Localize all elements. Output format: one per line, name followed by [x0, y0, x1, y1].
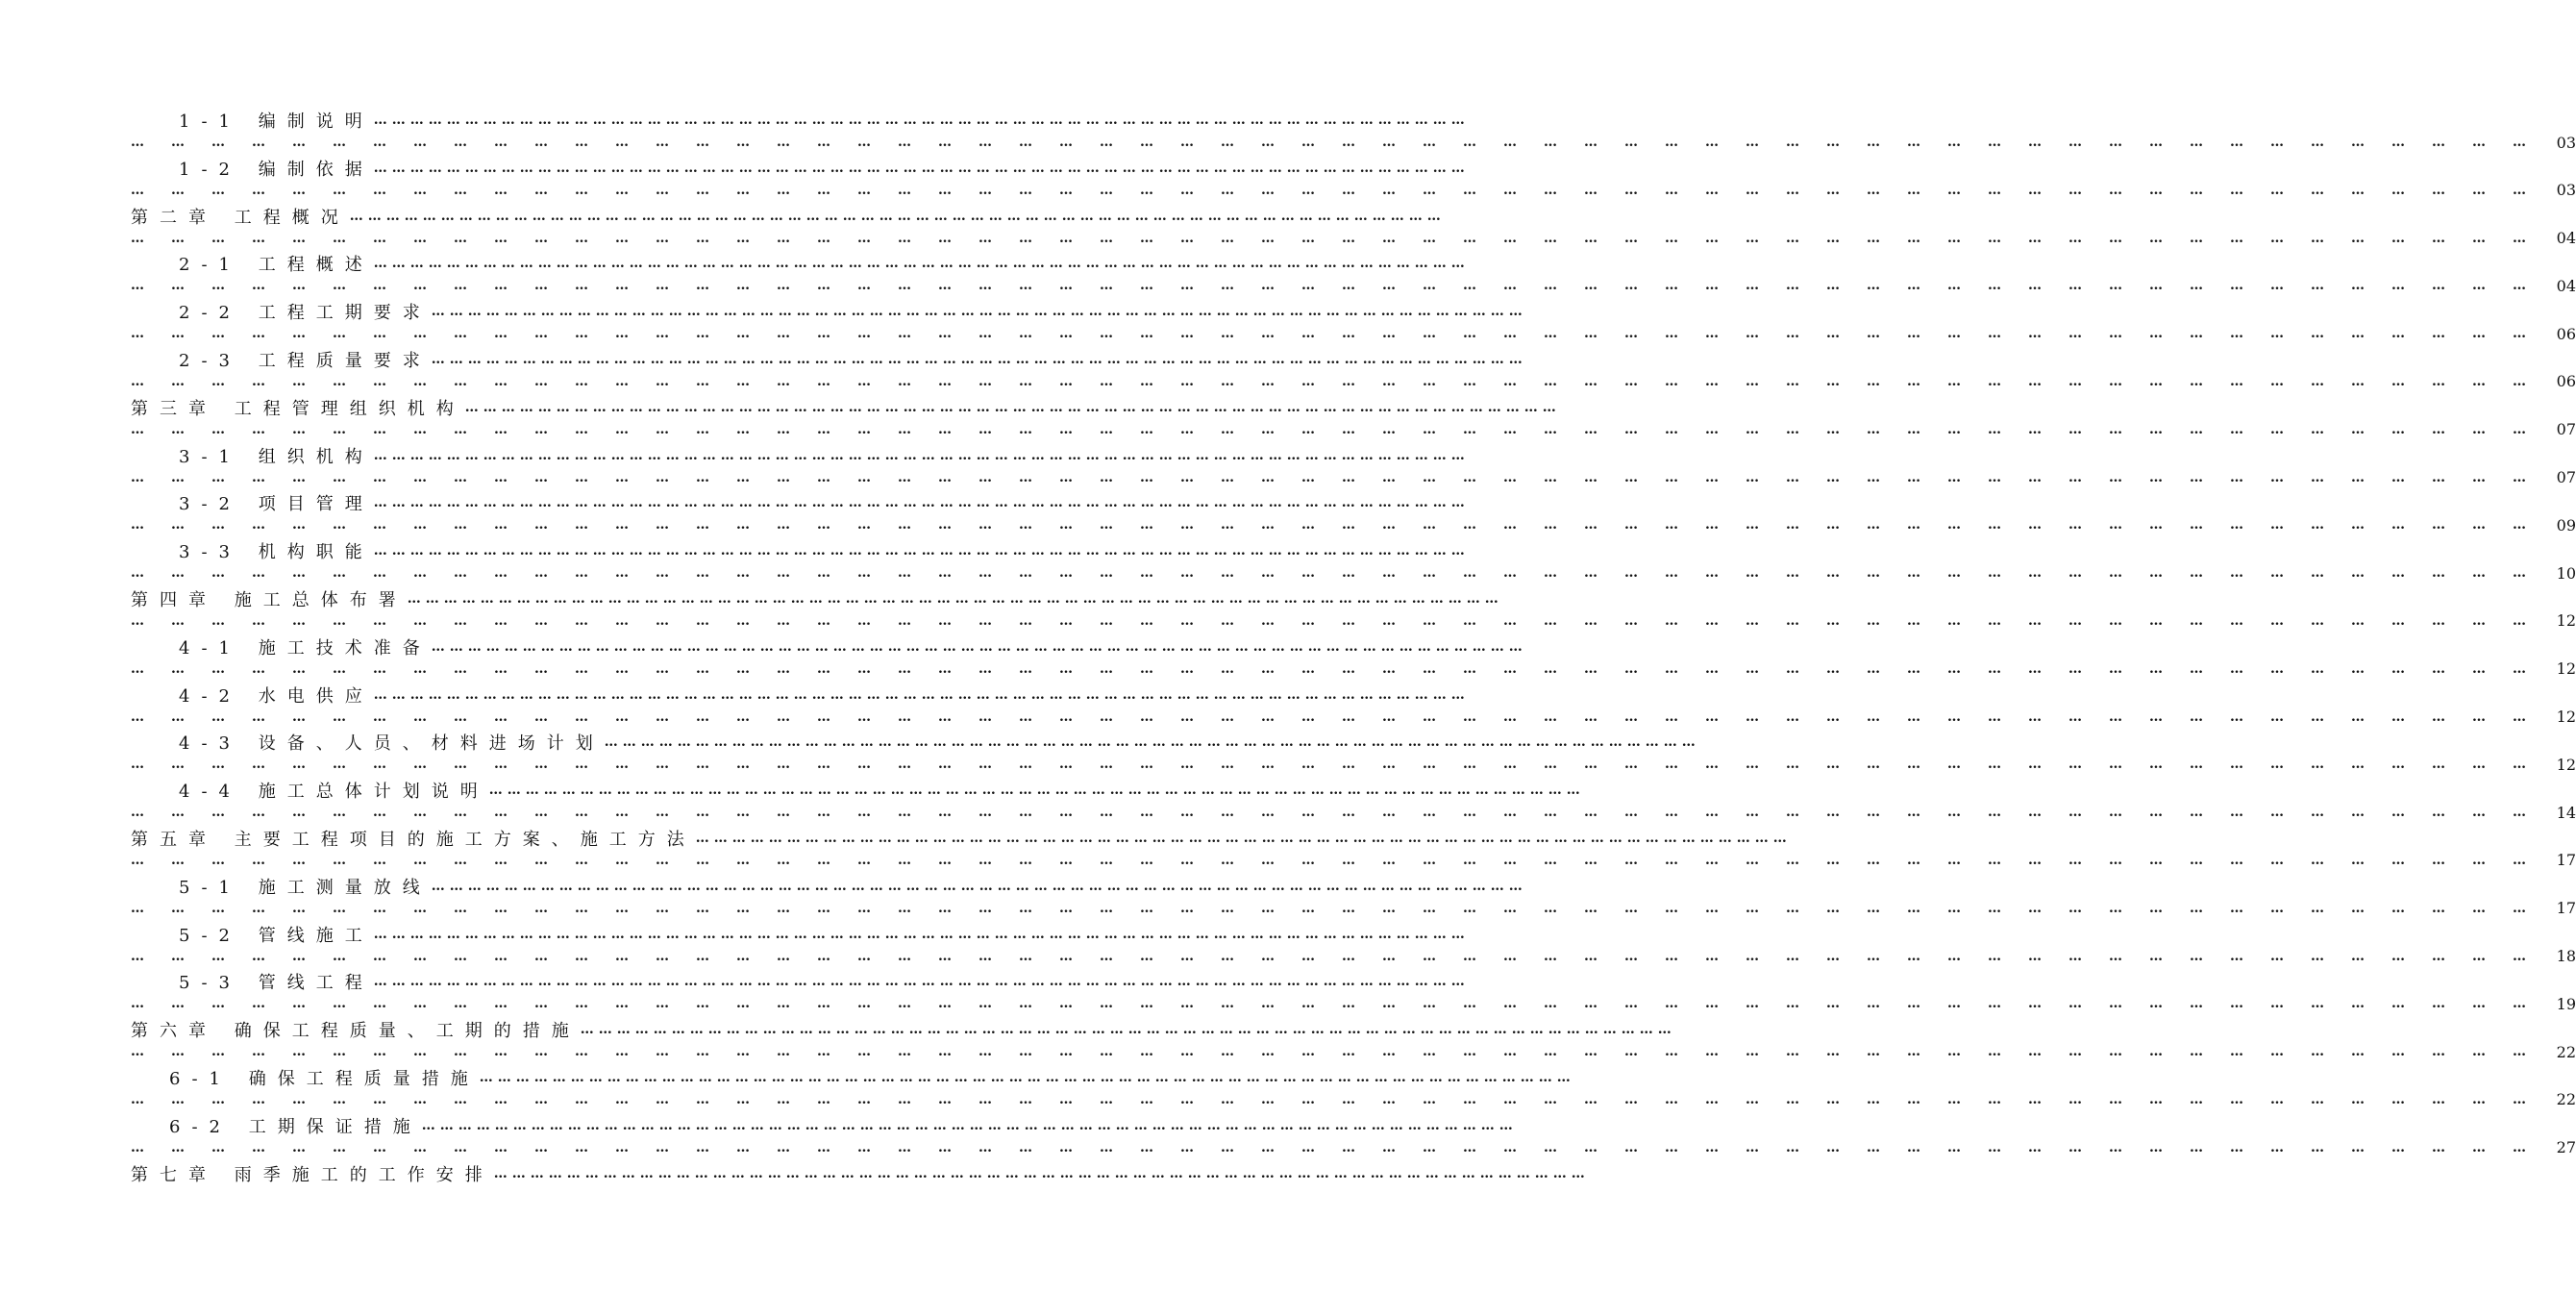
toc-dot-leader: ……………………………………………………………………………………………………………………………………………………………… [373, 447, 1470, 463]
toc-entry-page-line [131, 131, 2576, 154]
toc-dot-leader: ……………………………………………………………………………………………………………………………………………………………… [373, 256, 1470, 272]
toc-entry-title-line [131, 634, 1527, 659]
toc-entry-label: 6-1 确保工程质量措施 [169, 1068, 480, 1089]
toc-dot-leader: ……………………………………………………………………………………………………………………………………………………………… [464, 399, 1561, 415]
toc-dot-leader: ……………………………………………………………………………………………………………………………………………………………… [373, 160, 1470, 176]
toc-entry[interactable] [131, 249, 2576, 297]
toc-dot-leader: ……………………………………………………………………………………………………………………………………………………………… [131, 135, 2553, 150]
toc-page-number: 17 [2556, 899, 2576, 918]
table-of-contents [131, 106, 2576, 1206]
toc-dot-leader: ……………………………………………………………………………………………………………………………………………………………… [373, 926, 1470, 942]
toc-page-number: 04 [2556, 229, 2576, 248]
toc-dot-leader: ……………………………………………………………………………………………………………………………………………………………… [479, 1069, 1575, 1085]
toc-entry-label: 5-2 管线施工 [179, 925, 374, 946]
toc-entry-label: 第三章 工程管理组织机构 [131, 398, 465, 419]
toc-entry-title-line [131, 922, 1470, 947]
toc-entry-label: 2-3 工程质量要求 [179, 350, 432, 371]
toc-dot-leader: ……………………………………………………………………………………………………………………………………………………………… [431, 638, 1527, 655]
toc-dot-leader: ……………………………………………………………………………………………………………………………………………………………… [131, 900, 2553, 916]
toc-entry[interactable] [131, 633, 2576, 681]
toc-dot-leader: ……………………………………………………………………………………………………………………………………………………………… [131, 612, 2553, 629]
toc-entry-title-line [131, 1113, 1518, 1138]
toc-entry-title-line [131, 204, 1446, 229]
toc-entry[interactable] [131, 488, 2576, 536]
toc-entry-title-line [131, 490, 1470, 515]
toc-dot-leader: ……………………………………………………………………………………………………………………………………………………………… [131, 757, 2553, 773]
toc-dot-leader: ……………………………………………………………………………………………………………………………………………………………… [131, 326, 2553, 342]
toc-dot-leader: ……………………………………………………………………………………………………………………………………………………………… [431, 351, 1527, 367]
toc-page-number: 03 [2556, 133, 2576, 152]
toc-entry[interactable] [131, 297, 2576, 345]
toc-dot-leader: ……………………………………………………………………………………………………………………………………………………………… [373, 112, 1470, 128]
toc-dot-leader: ……………………………………………………………………………………………………………………………………………………………… [131, 1044, 2553, 1060]
toc-page-number: 04 [2556, 276, 2576, 295]
toc-entry[interactable] [131, 824, 2576, 872]
toc-entry-title-line [131, 538, 1470, 563]
toc-entry[interactable] [131, 584, 2576, 633]
toc-entry-label: 第二章 工程概况 [131, 207, 350, 228]
toc-entry-page-line [131, 658, 2576, 681]
toc-entry[interactable] [131, 154, 2576, 202]
toc-dot-leader: ……………………………………………………………………………………………………………………………………………………………… [373, 543, 1470, 559]
toc-entry-title-line [131, 251, 1470, 276]
toc-page-number: 22 [2556, 1042, 2576, 1061]
toc-entry[interactable] [131, 441, 2576, 489]
toc-dot-leader: ……………………………………………………………………………………………………………………………………………………………… [131, 517, 2553, 534]
toc-dot-leader: ……………………………………………………………………………………………………………………………………………………………… [131, 230, 2553, 246]
toc-entry-label: 5-3 管线工程 [179, 973, 374, 994]
toc-dot-leader: ……………………………………………………………………………………………………………………………………………………………… [580, 1022, 1676, 1038]
toc-entry[interactable] [131, 1063, 2576, 1111]
toc-entry[interactable] [131, 1015, 2576, 1063]
toc-page-number: 06 [2556, 372, 2576, 391]
toc-dot-leader: ……………………………………………………………………………………………………………………………………………………………… [131, 469, 2553, 485]
toc-dot-leader: ……………………………………………………………………………………………………………………………………………………………… [131, 996, 2553, 1012]
toc-entry-label: 第七章 雨季施工的工作安排 [131, 1164, 494, 1185]
toc-entry-title-line [131, 347, 1527, 372]
toc-entry[interactable] [131, 106, 2576, 154]
toc-entry-label: 4-3 设备、人员、材料进场计划 [179, 733, 605, 755]
toc-entry[interactable] [131, 1159, 1590, 1207]
toc-entry[interactable] [131, 967, 2576, 1015]
toc-entry-label: 第六章 确保工程质量、工期的措施 [131, 1021, 581, 1042]
toc-entry-title-line [131, 586, 1503, 611]
toc-dot-leader: ……………………………………………………………………………………………………………………………………………………………… [131, 421, 2553, 437]
toc-entry-title-line [131, 395, 1561, 420]
toc-entry-title-line [131, 826, 1792, 851]
toc-page-number: 17 [2556, 851, 2576, 870]
toc-entry[interactable] [131, 536, 2576, 584]
toc-page-number: 06 [2556, 324, 2576, 343]
toc-dot-leader: ……………………………………………………………………………………………………………………………………………………………… [493, 1165, 1590, 1181]
toc-entry-page-line [131, 179, 2576, 202]
toc-entry-page-line [131, 897, 2576, 920]
toc-entry-page-line [131, 753, 2576, 776]
toc-page-number: 12 [2556, 611, 2576, 631]
toc-dot-leader: ……………………………………………………………………………………………………………………………………………………………… [407, 590, 1503, 607]
toc-entry-title-line [131, 1017, 1676, 1042]
toc-entry-title-line [131, 778, 1585, 803]
toc-page-number: 07 [2556, 420, 2576, 439]
toc-entry-page-line [131, 370, 2576, 393]
toc-entry-title-line [131, 1065, 1575, 1090]
toc-dot-leader: ……………………………………………………………………………………………………………………………………………………………… [131, 182, 2553, 198]
toc-dot-leader: ……………………………………………………………………………………………………………………………………………………………… [373, 974, 1470, 990]
toc-dot-leader: ……………………………………………………………………………………………………………………………………………………………… [131, 805, 2553, 821]
toc-page-number: 07 [2556, 468, 2576, 487]
toc-entry-page-line [131, 322, 2576, 345]
toc-page-number: 03 [2556, 181, 2576, 200]
toc-entry[interactable] [131, 728, 2576, 776]
toc-dot-leader: ……………………………………………………………………………………………………………………………………………………………… [604, 734, 1700, 751]
toc-dot-leader: ……………………………………………………………………………………………………………………………………………………………… [431, 878, 1527, 894]
toc-entry-page-line [131, 1088, 2576, 1111]
toc-entry-label: 4-1 施工技术准备 [179, 637, 432, 658]
toc-dot-leader: ……………………………………………………………………………………………………………………………………………………………… [131, 565, 2553, 582]
toc-page-number: 19 [2556, 994, 2576, 1013]
toc-entry-label: 1-1 编制说明 [179, 112, 374, 132]
toc-entry-label: 3-3 机构职能 [179, 542, 374, 563]
toc-page-number: 18 [2556, 947, 2576, 966]
toc-entry-label: 2-1 工程概述 [179, 255, 374, 276]
toc-entry-title-line [131, 874, 1527, 899]
toc-entry-page-line [131, 561, 2576, 584]
toc-entry[interactable] [131, 202, 2576, 250]
toc-entry-page-line [131, 992, 2576, 1015]
toc-entry-label: 3-2 项目管理 [179, 494, 374, 515]
toc-page-number: 12 [2556, 659, 2576, 679]
toc-entry-title-line [131, 683, 1470, 708]
toc-page-number: 10 [2556, 563, 2576, 583]
toc-dot-leader: ……………………………………………………………………………………………………………………………………………………………… [131, 708, 2553, 725]
toc-dot-leader: ……………………………………………………………………………………………………………………………………………………………… [695, 830, 1792, 846]
toc-entry[interactable] [131, 681, 2576, 729]
toc-dot-leader: ……………………………………………………………………………………………………………………………………………………………… [131, 660, 2553, 677]
toc-dot-leader: ……………………………………………………………………………………………………………………………………………………………… [431, 304, 1527, 320]
toc-dot-leader: ……………………………………………………………………………………………………………………………………………………………… [349, 208, 1446, 224]
toc-entry-label: 第四章 施工总体布署 [131, 589, 408, 610]
toc-entry-page-line [131, 945, 2576, 968]
toc-entry-label: 4-2 水电供应 [179, 685, 374, 707]
toc-dot-leader: ……………………………………………………………………………………………………………………………………………………………… [373, 495, 1470, 511]
toc-dot-leader: ……………………………………………………………………………………………………………………………………………………………… [131, 1139, 2553, 1155]
toc-entry-page-line [131, 274, 2576, 297]
toc-entry-title-line [131, 1161, 1590, 1186]
toc-page-number: 22 [2556, 1090, 2576, 1109]
toc-entry-page-line [131, 227, 2576, 250]
toc-entry[interactable] [131, 872, 2576, 920]
toc-page-number: 14 [2556, 803, 2576, 822]
toc-entry-label: 3-1 组织机构 [179, 446, 374, 467]
toc-dot-leader: ……………………………………………………………………………………………………………………………………………………………… [131, 1091, 2553, 1107]
toc-entry-page-line [131, 418, 2576, 441]
toc-entry-page-line [131, 1136, 2576, 1159]
toc-page-number: 12 [2556, 708, 2576, 727]
toc-dot-leader: ……………………………………………………………………………………………………………………………………………………………… [131, 852, 2553, 868]
toc-page-number: 27 [2556, 1138, 2576, 1157]
toc-entry[interactable] [131, 345, 2576, 393]
toc-entry-page-line [131, 706, 2576, 729]
toc-entry-page-line [131, 466, 2576, 489]
toc-page-number: 12 [2556, 755, 2576, 774]
toc-dot-leader: ……………………………………………………………………………………………………………………………………………………………… [131, 948, 2553, 964]
toc-entry-label: 5-1 施工测量放线 [179, 877, 432, 898]
toc-entry-title-line [131, 969, 1470, 994]
toc-entry-page-line [131, 513, 2576, 536]
toc-dot-leader: ……………………………………………………………………………………………………………………………………………………………… [488, 783, 1585, 799]
toc-entry-page-line [131, 849, 2576, 872]
toc-dot-leader: ……………………………………………………………………………………………………………………………………………………………… [131, 278, 2553, 294]
toc-entry-label: 第五章 主要工程项目的施工方案、施工方法 [131, 829, 696, 850]
toc-entry-title-line [131, 730, 1700, 755]
toc-dot-leader: ……………………………………………………………………………………………………………………………………………………………… [131, 373, 2553, 389]
toc-entry-label: 1-2 编制依据 [179, 159, 374, 180]
toc-dot-leader: ……………………………………………………………………………………………………………………………………………………………… [373, 686, 1470, 703]
toc-dot-leader: ……………………………………………………………………………………………………………………………………………………………… [421, 1117, 1518, 1133]
toc-entry[interactable] [131, 393, 2576, 441]
toc-entry[interactable] [131, 920, 2576, 968]
toc-entry-label: 6-2 工期保证措施 [169, 1116, 422, 1137]
toc-entry-page-line [131, 801, 2576, 824]
toc-entry-label: 4-4 施工总体计划说明 [179, 782, 489, 803]
toc-entry-title-line [131, 443, 1470, 468]
toc-entry-title-line [131, 299, 1527, 324]
toc-entry-label: 2-2 工程工期要求 [179, 303, 432, 324]
toc-entry-page-line [131, 1040, 2576, 1063]
toc-entry-title-line [131, 108, 1470, 133]
toc-page-number: 09 [2556, 515, 2576, 534]
toc-entry-title-line [131, 156, 1470, 181]
toc-entry[interactable] [131, 1111, 2576, 1159]
toc-entry-page-line [131, 609, 2576, 633]
toc-entry[interactable] [131, 776, 2576, 824]
